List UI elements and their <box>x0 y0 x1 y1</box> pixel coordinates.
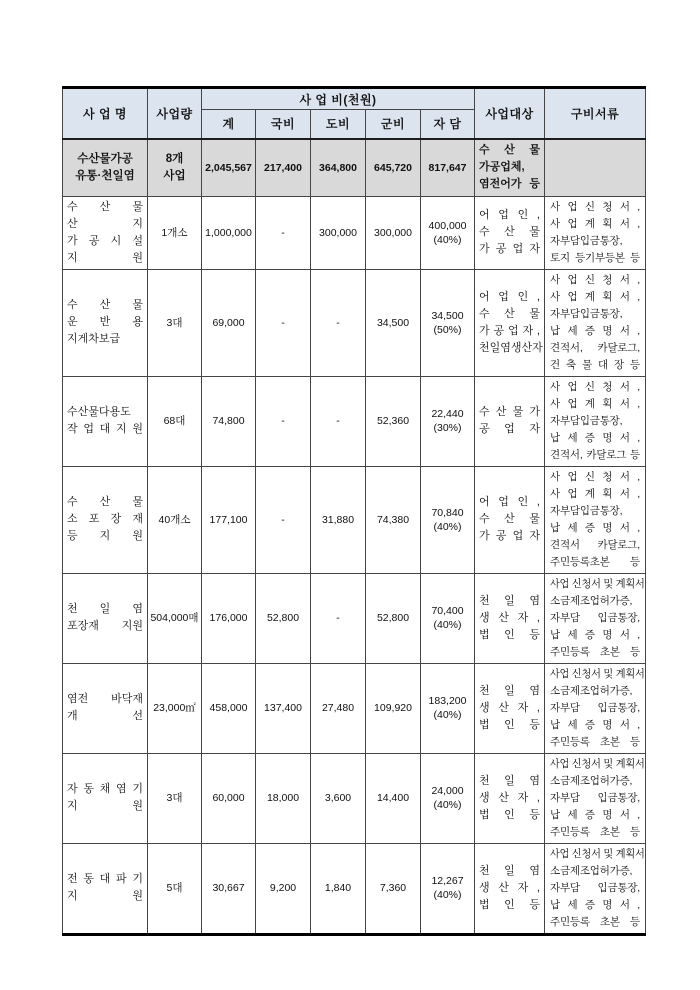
summary-total-value: 2,045,567 <box>205 161 252 174</box>
text-line: 천 일 염 <box>67 603 143 615</box>
header-row-1 <box>63 88 646 110</box>
col-header-self: 자 담 <box>421 110 475 139</box>
text-line: 자부담 입금통장, <box>550 611 640 624</box>
cost-total: 177,100 <box>209 513 248 526</box>
project-quantity-cell <box>148 843 202 934</box>
project-name <box>63 295 147 350</box>
text-line: 주민등록 초본 등 <box>550 735 640 748</box>
text-line: 가 공 업 자 <box>479 243 540 255</box>
target-cell <box>475 843 545 934</box>
text-line: 지 원 <box>67 800 143 812</box>
project-quantity: 5대 <box>166 882 183 894</box>
target-audience <box>475 681 544 736</box>
summary-national-value: 217,400 <box>264 161 302 174</box>
cost-self-cell <box>421 376 475 466</box>
cost-self-percent: (40%) <box>433 889 462 901</box>
cost-total: 74,800 <box>212 415 245 427</box>
summary-documents-empty <box>545 139 646 197</box>
summary-cost-national <box>256 139 311 197</box>
text-line: 납 세 증 명 서 , <box>550 324 640 337</box>
col-header-cost-group: 사 업 비(천원) <box>202 88 475 110</box>
cost-self-percent: (40%) <box>433 520 462 533</box>
cost-total: 176,000 <box>209 612 248 624</box>
text-line: 수 산 물 <box>479 144 540 156</box>
cost-provincial: 27,480 <box>321 702 355 714</box>
project-quantity-cell <box>148 196 202 269</box>
cost-national: 52,800 <box>266 612 300 624</box>
text-line: 자부담 입금통장, <box>550 881 640 894</box>
text-line: 운 반 용 <box>67 316 143 328</box>
required-documents <box>545 197 645 269</box>
cost-total-cell <box>202 663 256 753</box>
summary-target <box>475 139 545 197</box>
cost-national-cell <box>256 663 311 753</box>
text-line: 납 세 증 명 서 , <box>550 718 640 731</box>
project-quantity: 504,000매 <box>150 612 199 624</box>
cost-provincial-cell <box>311 196 366 269</box>
summary-cost-county <box>366 139 421 197</box>
required-documents <box>545 377 645 466</box>
project-name-cell <box>63 573 148 663</box>
cost-self-amount: 400,000 <box>428 219 467 232</box>
cost-self-percent: (40%) <box>433 619 462 631</box>
cost-county-cell <box>366 753 421 843</box>
col-header-total: 계 <box>202 110 256 139</box>
text-line: 토지 등기부등본 등 <box>550 251 640 264</box>
table-row <box>63 663 646 753</box>
text-line: 수 산 물 <box>479 513 540 525</box>
target-audience <box>475 402 544 440</box>
summary-target-lines <box>475 140 544 195</box>
documents-cell <box>545 753 646 843</box>
project-name-cell <box>63 663 148 753</box>
text-line: 사업 신청서 및 계획서 <box>549 757 645 770</box>
cost-national-cell <box>256 843 311 934</box>
project-name <box>63 197 147 269</box>
cost-self-percent: (40%) <box>433 709 462 721</box>
text-line: 지게차보급 <box>67 333 121 345</box>
text-line: 작 업 대 지 원 <box>67 423 143 435</box>
cost-total: 458,000 <box>209 702 248 714</box>
cost-provincial: 300,000 <box>319 226 357 239</box>
text-line: 납 세 증 명 서 , <box>550 808 640 821</box>
text-line: 생 산 자 , <box>479 611 540 624</box>
text-line: 천 일 염 <box>479 684 540 697</box>
text-line: 소 포 장 재 <box>67 513 143 525</box>
text-line: 8개 <box>165 152 184 165</box>
summary-cost-self <box>421 139 475 197</box>
target-audience <box>475 771 544 826</box>
col-header-quantity: 사업량 <box>148 88 202 139</box>
cost-self-amount: 70,840 <box>431 506 464 519</box>
text-line: 납 세 증 명 서 , <box>550 628 640 641</box>
text-line: 주민등록 초본 등 <box>550 825 640 838</box>
project-quantity-cell <box>148 753 202 843</box>
table-row <box>63 196 646 269</box>
target-cell <box>475 573 545 663</box>
cost-self-percent: (30%) <box>433 422 462 434</box>
text-line: 소금제조업허가증, <box>550 864 633 877</box>
text-line: 법 인 등 <box>479 808 540 821</box>
cost-county: 74,380 <box>376 513 410 526</box>
cost-county: 7,360 <box>379 882 407 894</box>
cost-total-cell <box>202 466 256 573</box>
text-line: 법 인 등 <box>479 898 540 911</box>
project-name-cell <box>63 269 148 376</box>
cost-provincial: - <box>336 415 340 427</box>
cost-self-percent: (50%) <box>433 323 462 336</box>
col-header-national: 국비 <box>256 110 311 139</box>
project-quantity: 23,000㎡ <box>153 702 196 714</box>
text-line: 법 인 등 <box>479 628 540 641</box>
project-name <box>63 689 147 727</box>
cost-total: 30,667 <box>212 882 245 894</box>
text-line: 수 산 물 <box>67 200 143 213</box>
target-cell <box>475 753 545 843</box>
text-line: 사 업 계 획 서 , <box>550 217 640 230</box>
project-name <box>63 869 147 907</box>
cost-provincial: 3,600 <box>324 792 352 804</box>
cost-national: 137,400 <box>264 702 302 714</box>
cost-national-cell <box>256 376 311 466</box>
text-line: 염전어가 등 <box>479 178 540 190</box>
cost-total-cell <box>202 269 256 376</box>
text-line: 납 세 증 명 서 , <box>550 898 640 911</box>
target-cell <box>475 663 545 753</box>
project-quantity: 3대 <box>166 792 183 804</box>
project-name <box>63 599 147 637</box>
project-quantity-cell <box>148 663 202 753</box>
text-line: 수 산 물 <box>67 299 143 311</box>
project-name-cell <box>63 466 148 573</box>
text-line: 포장재 지원 <box>67 620 143 632</box>
cost-national: - <box>281 513 285 526</box>
cost-county: 52,800 <box>376 612 410 624</box>
summary-name-lines <box>63 149 147 187</box>
cost-national: - <box>281 415 285 427</box>
text-line: 어 업 인 , <box>479 496 540 508</box>
cost-national-cell <box>256 573 311 663</box>
cost-county: 109,920 <box>374 702 412 714</box>
summary-quantity <box>148 139 202 197</box>
cost-provincial-cell <box>311 843 366 934</box>
cost-provincial-cell <box>311 376 366 466</box>
cost-national-cell <box>256 753 311 843</box>
text-line: 주민등록초본 등 <box>550 555 640 568</box>
cost-national: 9,200 <box>269 882 297 894</box>
cost-national-cell <box>256 196 311 269</box>
required-documents <box>545 754 645 843</box>
col-header-provincial: 도비 <box>311 110 366 139</box>
cost-total-cell <box>202 843 256 934</box>
text-line: 천 일 염 <box>479 774 540 787</box>
summary-cost-total <box>202 139 256 197</box>
text-line: 소금제조업허가증, <box>550 684 633 697</box>
table-row <box>63 466 646 573</box>
cost-county: 300,000 <box>374 226 412 239</box>
text-line: 주민등록 초본 등 <box>550 645 640 658</box>
text-line: 자부담입금통장, <box>550 504 623 517</box>
project-name-cell <box>63 196 148 269</box>
documents-cell <box>545 466 646 573</box>
text-line: 자부담입금통장, <box>550 234 623 247</box>
cost-county-cell <box>366 843 421 934</box>
text-line: 천 일 염 <box>479 864 540 877</box>
cost-provincial: - <box>336 612 340 624</box>
table-row <box>63 573 646 663</box>
cost-total-cell <box>202 376 256 466</box>
text-line: 견적서 카달로그, <box>550 538 640 551</box>
cost-national: 18,000 <box>266 792 300 804</box>
cost-total-cell <box>202 753 256 843</box>
text-line: 생 산 자 , <box>479 791 540 804</box>
project-name <box>63 492 147 547</box>
text-line: 수 산 물 <box>67 496 143 508</box>
text-line: 개 선 <box>67 710 143 722</box>
text-line: 천 일 염 <box>479 594 540 607</box>
text-line: 자부담입금통장, <box>550 307 623 320</box>
text-line: 건 축 물 대 장 등 <box>550 358 640 371</box>
text-line: 자 동 채 염 기 <box>67 783 143 795</box>
cost-provincial-cell <box>311 573 366 663</box>
text-line: 산 지 <box>67 217 143 230</box>
project-quantity: 68대 <box>163 415 186 427</box>
text-line: 수산물가공 <box>77 152 133 165</box>
required-documents <box>545 844 645 933</box>
target-cell <box>475 376 545 466</box>
project-quantity-cell <box>148 376 202 466</box>
project-quantity: 3대 <box>166 316 183 329</box>
project-name-cell <box>63 843 148 934</box>
summary-qty-lines <box>148 149 201 187</box>
text-line: 수 산 물 <box>479 226 540 238</box>
text-line: 납 세 증 명 서 , <box>550 431 640 444</box>
table-row <box>63 753 646 843</box>
project-name <box>63 402 147 440</box>
summary-county-value: 645,720 <box>374 161 412 174</box>
cost-total: 1,000,000 <box>205 226 252 239</box>
text-line: 사 업 계 획 서 , <box>550 487 640 500</box>
text-line: 수 산 물 가 <box>479 406 540 418</box>
text-line: 사업 신청서 및 계획서 <box>549 577 645 590</box>
cost-total-cell <box>202 573 256 663</box>
cost-provincial: 1,840 <box>324 882 352 894</box>
project-quantity-cell <box>148 466 202 573</box>
project-quantity-cell <box>148 269 202 376</box>
summary-self-value: 817,647 <box>428 161 467 174</box>
text-line: 견적서, 카달로그, <box>550 341 640 354</box>
summary-row <box>63 139 646 197</box>
cost-self-percent: (40%) <box>433 799 462 811</box>
target-audience <box>475 591 544 646</box>
project-name-cell <box>63 753 148 843</box>
target-audience <box>475 287 544 359</box>
text-line: 자부담 입금통장, <box>550 791 640 804</box>
text-line: 사 업 신 청 서 , <box>550 470 640 483</box>
text-line: 자부담입금통장, <box>550 414 623 427</box>
target-audience <box>475 861 544 916</box>
text-line: 견적서, 카달로그 등 <box>550 448 640 461</box>
cost-total: 69,000 <box>212 316 245 329</box>
cost-provincial-cell <box>311 663 366 753</box>
cost-county-cell <box>366 663 421 753</box>
text-line: 사 업 계 획 서 , <box>550 290 640 303</box>
text-line: 사업 <box>163 169 186 182</box>
summary-project-name <box>63 139 148 197</box>
project-name <box>63 779 147 817</box>
text-line: 사 업 계 획 서 , <box>550 397 640 410</box>
text-line: 사업 신청서 및 계획서 <box>549 847 645 860</box>
text-line: 가 공 업 자 <box>479 530 540 542</box>
cost-self-amount: 12,267 <box>431 875 464 887</box>
project-quantity: 40개소 <box>158 513 191 526</box>
table-header <box>63 88 646 139</box>
cost-self-amount: 70,400 <box>431 605 464 617</box>
text-line: 유통·천일염 <box>75 169 135 182</box>
documents-cell <box>545 376 646 466</box>
text-line: 생 산 자 , <box>479 701 540 714</box>
summary-cost-provincial <box>311 139 366 197</box>
text-line: 어 업 인 , <box>479 209 540 221</box>
project-quantity: 1개소 <box>161 226 188 239</box>
text-line: 염전 바닥재 <box>67 693 143 705</box>
cost-self-cell <box>421 573 475 663</box>
text-line: 가 공 시 설 <box>67 234 143 247</box>
text-line: 자부담 입금통장, <box>550 701 640 714</box>
project-name-cell <box>63 376 148 466</box>
text-line: 사 업 신 청 서 , <box>550 200 640 213</box>
text-line: 사 업 신 청 서 , <box>550 273 640 286</box>
cost-national-cell <box>256 466 311 573</box>
subsidy-program-table <box>62 86 646 936</box>
table-row <box>63 843 646 934</box>
required-documents <box>545 574 645 663</box>
text-line: 소금제조업허가증, <box>550 774 633 787</box>
cost-county-cell <box>366 573 421 663</box>
project-quantity-cell <box>148 573 202 663</box>
cost-county-cell <box>366 269 421 376</box>
cost-provincial-cell <box>311 466 366 573</box>
text-line: 납 세 증 명 서 , <box>550 521 640 534</box>
cost-provincial: 31,880 <box>321 513 355 526</box>
text-line: 등 지 원 <box>67 530 143 542</box>
cost-total-cell <box>202 196 256 269</box>
text-line: 전 동 대 파 기 <box>67 873 143 885</box>
cost-self-cell <box>421 196 475 269</box>
text-line: 수산물다용도 <box>67 406 131 418</box>
text-line: 공 업 자 <box>479 423 540 435</box>
cost-county: 52,360 <box>376 415 410 427</box>
text-line: 법 인 등 <box>479 718 540 731</box>
documents-cell <box>545 269 646 376</box>
text-line: 사업 신청서 및 계획서 <box>549 667 645 680</box>
cost-self-cell <box>421 663 475 753</box>
cost-county-cell <box>366 196 421 269</box>
text-line: 소금제조업허가증, <box>550 594 633 607</box>
text-line: 사 업 신 청 서 , <box>550 380 640 393</box>
required-documents <box>545 270 645 376</box>
documents-cell <box>545 196 646 269</box>
text-line: 생 산 자 , <box>479 881 540 894</box>
table-body <box>63 139 646 935</box>
cost-county-cell <box>366 466 421 573</box>
text-line: 주민등록 초본 등 <box>550 915 640 928</box>
cost-self-cell <box>421 843 475 934</box>
table-row <box>63 376 646 466</box>
cost-self-amount: 24,000 <box>431 785 464 797</box>
col-header-target: 사업대상 <box>475 88 545 139</box>
cost-national: - <box>281 316 285 329</box>
text-line: 천일염생산자 <box>479 341 543 354</box>
cost-self-amount: 183,200 <box>428 695 467 707</box>
cost-self-cell <box>421 269 475 376</box>
target-audience <box>475 492 544 547</box>
text-line: 수 산 물 <box>479 307 540 320</box>
required-documents <box>545 664 645 753</box>
cost-national-cell <box>256 269 311 376</box>
cost-provincial-cell <box>311 753 366 843</box>
required-documents <box>545 467 645 573</box>
text-line: 가공업체, <box>479 161 525 173</box>
text-line: 가 공 업 자 , <box>479 324 540 337</box>
target-cell <box>475 196 545 269</box>
target-cell <box>475 466 545 573</box>
cost-provincial-cell <box>311 269 366 376</box>
cost-county: 34,500 <box>376 316 410 329</box>
documents-cell <box>545 573 646 663</box>
cost-county: 14,400 <box>376 792 410 804</box>
target-cell <box>475 269 545 376</box>
cost-self-amount: 34,500 <box>431 309 464 322</box>
cost-provincial: - <box>336 316 340 329</box>
cost-total: 60,000 <box>212 792 245 804</box>
documents-cell <box>545 663 646 753</box>
cost-self-cell <box>421 753 475 843</box>
text-line: 지 원 <box>67 890 143 902</box>
cost-national: - <box>281 226 285 239</box>
col-header-project-name: 사 업 명 <box>63 88 148 139</box>
cost-county-cell <box>366 376 421 466</box>
text-line: 어 업 인 , <box>479 290 540 303</box>
cost-self-percent: (40%) <box>433 233 462 246</box>
text-line: 지 원 <box>67 251 143 264</box>
col-header-documents: 구비서류 <box>545 88 646 139</box>
target-audience <box>475 205 544 260</box>
table-row <box>63 269 646 376</box>
summary-provincial-value: 364,800 <box>319 161 357 174</box>
cost-self-amount: 22,440 <box>431 408 464 420</box>
col-header-county: 군비 <box>366 110 421 139</box>
cost-self-cell <box>421 466 475 573</box>
documents-cell <box>545 843 646 934</box>
